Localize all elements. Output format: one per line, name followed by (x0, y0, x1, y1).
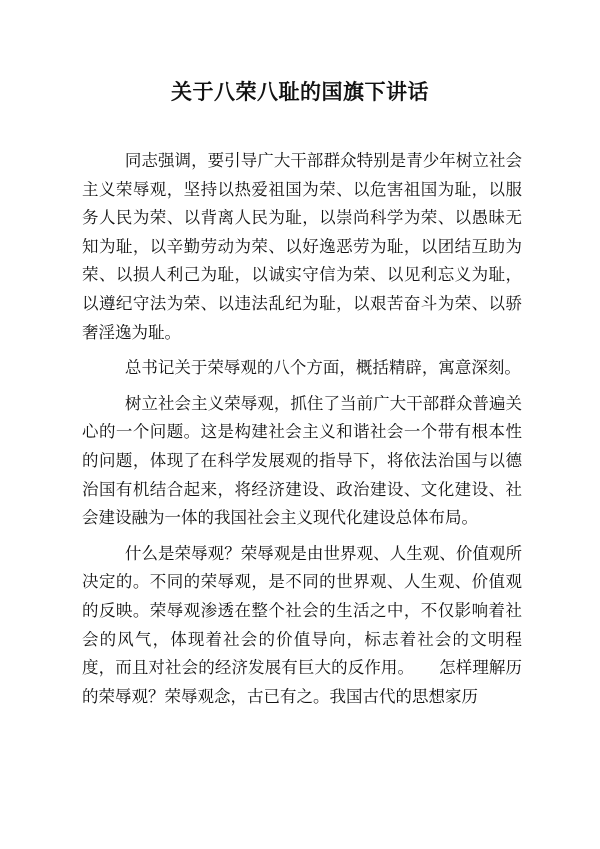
paragraph-4: 什么是荣辱观？荣辱观是由世界观、人生观、价值观所决定的。不同的荣辱观，是不同的世界观、人生观、价值观的反映。荣辱观渗透在整个社会的生活之中，不仅影响着社会的风气，体现着社会的价值导向，标志着社会的文明程度，而且对社会的经济发展有巨大的反作用。 怎样理解历的荣辱观？荣辱观念，古已有之。我国古代的思想家历 (82, 543, 522, 706)
paragraph-3: 树立社会主义荣辱观，抓住了当前广大干部群众普遍关心的一个问题。这是构建社会主义和谐社会一个带有根本性的问题，体现了在科学发展观的指导下，将依法治国与以德治国有机结合起来，将经济建设、政治建设、文化建设、社会建设融为一体的我国社会主义现代化建设总体布局。 (82, 393, 522, 528)
paragraph-1: 同志强调，要引导广大干部群众特别是青少年树立社会主义荣辱观，坚持以热爱祖国为荣、以危害祖国为耻，以服务人民为荣、以背离人民为耻，以崇尚科学为荣、以愚昧无知为耻，以辛勤劳动为荣、以好逸恶劳为耻，以团结互助为荣、以损人利己为耻，以诚实守信为荣、以见利忘义为耻，以遵纪守法为荣、以违法乱纪为耻，以艰苦奋斗为荣、以骄奢淫逸为耻。 (82, 151, 522, 342)
document-body (82, 147, 522, 718)
document-title: 关于八荣八耻的国旗下讲话 (171, 80, 429, 104)
paragraph-2: 总书记关于荣辱观的八个方面，概括精辟，寓意深刻。 (124, 358, 521, 378)
